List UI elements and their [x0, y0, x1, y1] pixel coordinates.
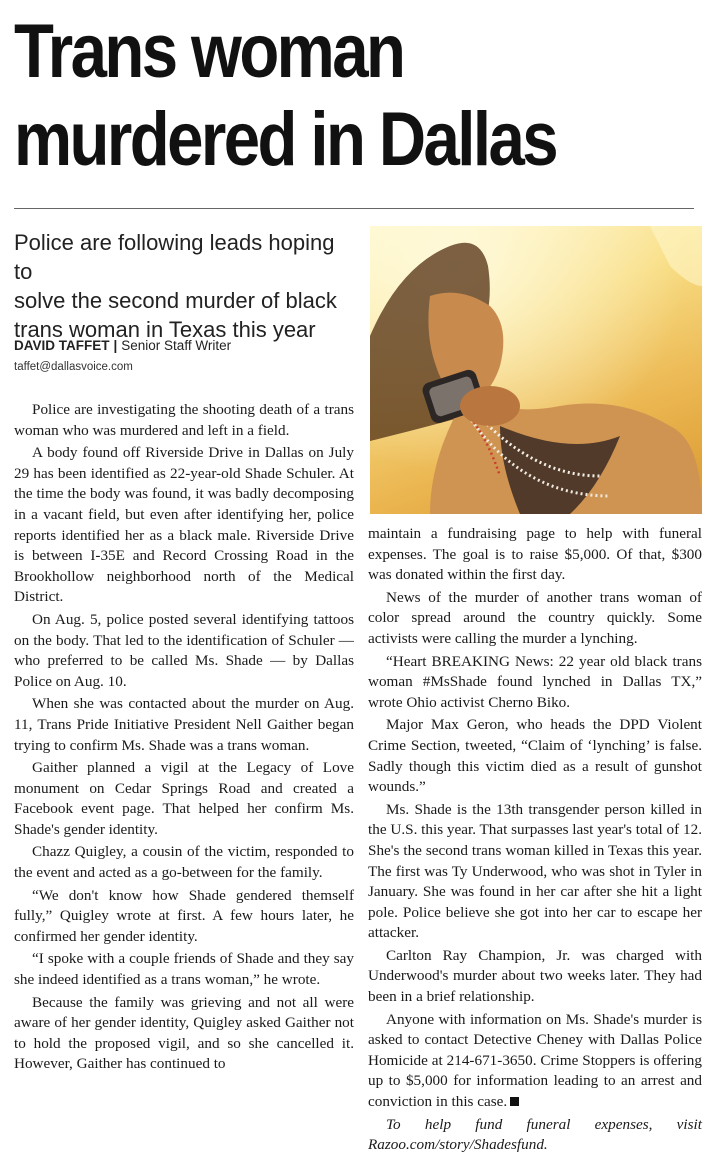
article-column-2 — [368, 524, 702, 1158]
paragraph: Police are investigating the shooting death of a trans woman who was murdered and left in a field. — [14, 401, 354, 439]
deck-line-2: solve the second murder of black — [14, 288, 337, 313]
byline — [14, 338, 354, 353]
paragraph: maintain a fundraising page to help with funeral expenses. The goal is to raise $5,000. Of that, $300 was donated within the first day. — [368, 525, 702, 584]
portrait-photo-icon — [370, 226, 702, 514]
paragraph-last — [368, 1010, 702, 1113]
funding-note: To help fund funeral expenses, visit Razoo.com/story/Shadesfund. — [368, 1115, 702, 1154]
headline — [14, 8, 602, 184]
article-column-1 — [14, 400, 354, 1077]
paragraph: Chazz Quigley, a cousin of the victim, responded to the event and acted as a go-between for the family. — [14, 843, 354, 882]
end-mark-icon — [510, 1097, 519, 1106]
paragraph: News of the murder of another trans woman of color spread around the country quickly. Some activists were calling the murder a lynching. — [368, 588, 702, 647]
paragraph: Ms. Shade is the 13th transgender person killed in the U.S. this year. That surpasses last year's total of 12. She's the second trans woman killed in Texas this year. The first was Ty Underwood, who was shot in Tyler in January. She was found in her car after she hit a light pole. Police believe she got into her car to escape her attacker. — [368, 800, 702, 942]
author-email: taffet@dallasvoice.com — [14, 361, 133, 373]
headline-rule — [14, 208, 694, 209]
paragraph: Major Max Geron, who heads the DPD Violent Crime Section, tweeted, “Claim of ‘lynching’ is false. Sadly though this victim died as a result of gunshot wounds.” — [368, 716, 702, 796]
paragraph: On Aug. 5, police posted several identifying tattoos on the body. That led to the identification of Schuler — who preferred to be called Ms. Shade — by Dallas Police on Aug. 10. — [14, 610, 354, 690]
byline-separator: | — [113, 338, 118, 353]
portrait-photo — [370, 226, 702, 514]
deck-subheadline — [14, 228, 354, 344]
paragraph: A body found off Riverside Drive in Dallas on July 29 has been identified as 22-year-old Shade Schuler. At the time the body was found, it was badly decomposing in a vacant field, but even after identifying her, police reports identified her as a black male. Riverside Drive is between I-35E and Record Crossing Road in the Brookhollow neighborhood north of the Medical District. — [14, 444, 354, 606]
paragraph: Because the family was grieving and not all were aware of her gender identity, Quigley asked Gaither not to hold the proposed vigil, and so she cancelled it. However, Gaither has continued to — [14, 993, 354, 1073]
paragraph: “I spoke with a couple friends of Shade and they say she indeed identified as a trans woman,” he wrote. — [14, 950, 354, 989]
paragraph: “Heart BREAKING News: 22 year old black trans woman #MsShade found lynched in Dallas TX,” wrote Ohio activist Cherno Biko. — [368, 652, 702, 711]
author-name: DAVID TAFFET — [14, 338, 110, 353]
headline-line-2: murdered in Dallas — [14, 97, 557, 182]
author-title: Senior Staff Writer — [121, 338, 232, 353]
deck-line-1: Police are following leads hoping to — [14, 230, 335, 284]
paragraph: Gaither planned a vigil at the Legacy of Love monument on Cedar Springs Road and created a Facebook event page. That helped her confirm Ms. Shade's gender identity. — [14, 759, 354, 838]
deck-line-3: trans woman in Texas this year — [14, 317, 316, 342]
paragraph: Carlton Ray Champion, Jr. was charged with Underwood's murder about two weeks later. They had been in a brief relationship. — [368, 946, 702, 1006]
headline-line-1: Trans woman — [14, 9, 404, 94]
closing-paragraph-text: Anyone with information on Ms. Shade's murder is asked to contact Detective Cheney with Dallas Police Homicide at 214-671-3650. Crime Stoppers is offering up to $5,000 for information leading to an arrest and conviction in this case. — [368, 1010, 702, 1111]
paragraph: When she was contacted about the murder on Aug. 11, Trans Pride Initiative President Nell Gaither began trying to confirm Ms. Shade was a trans woman. — [14, 695, 354, 754]
paragraph: “We don't know how Shade gendered themself fully,” Quigley wrote at first. A few hours later, he confirmed her gender identity. — [14, 886, 354, 945]
